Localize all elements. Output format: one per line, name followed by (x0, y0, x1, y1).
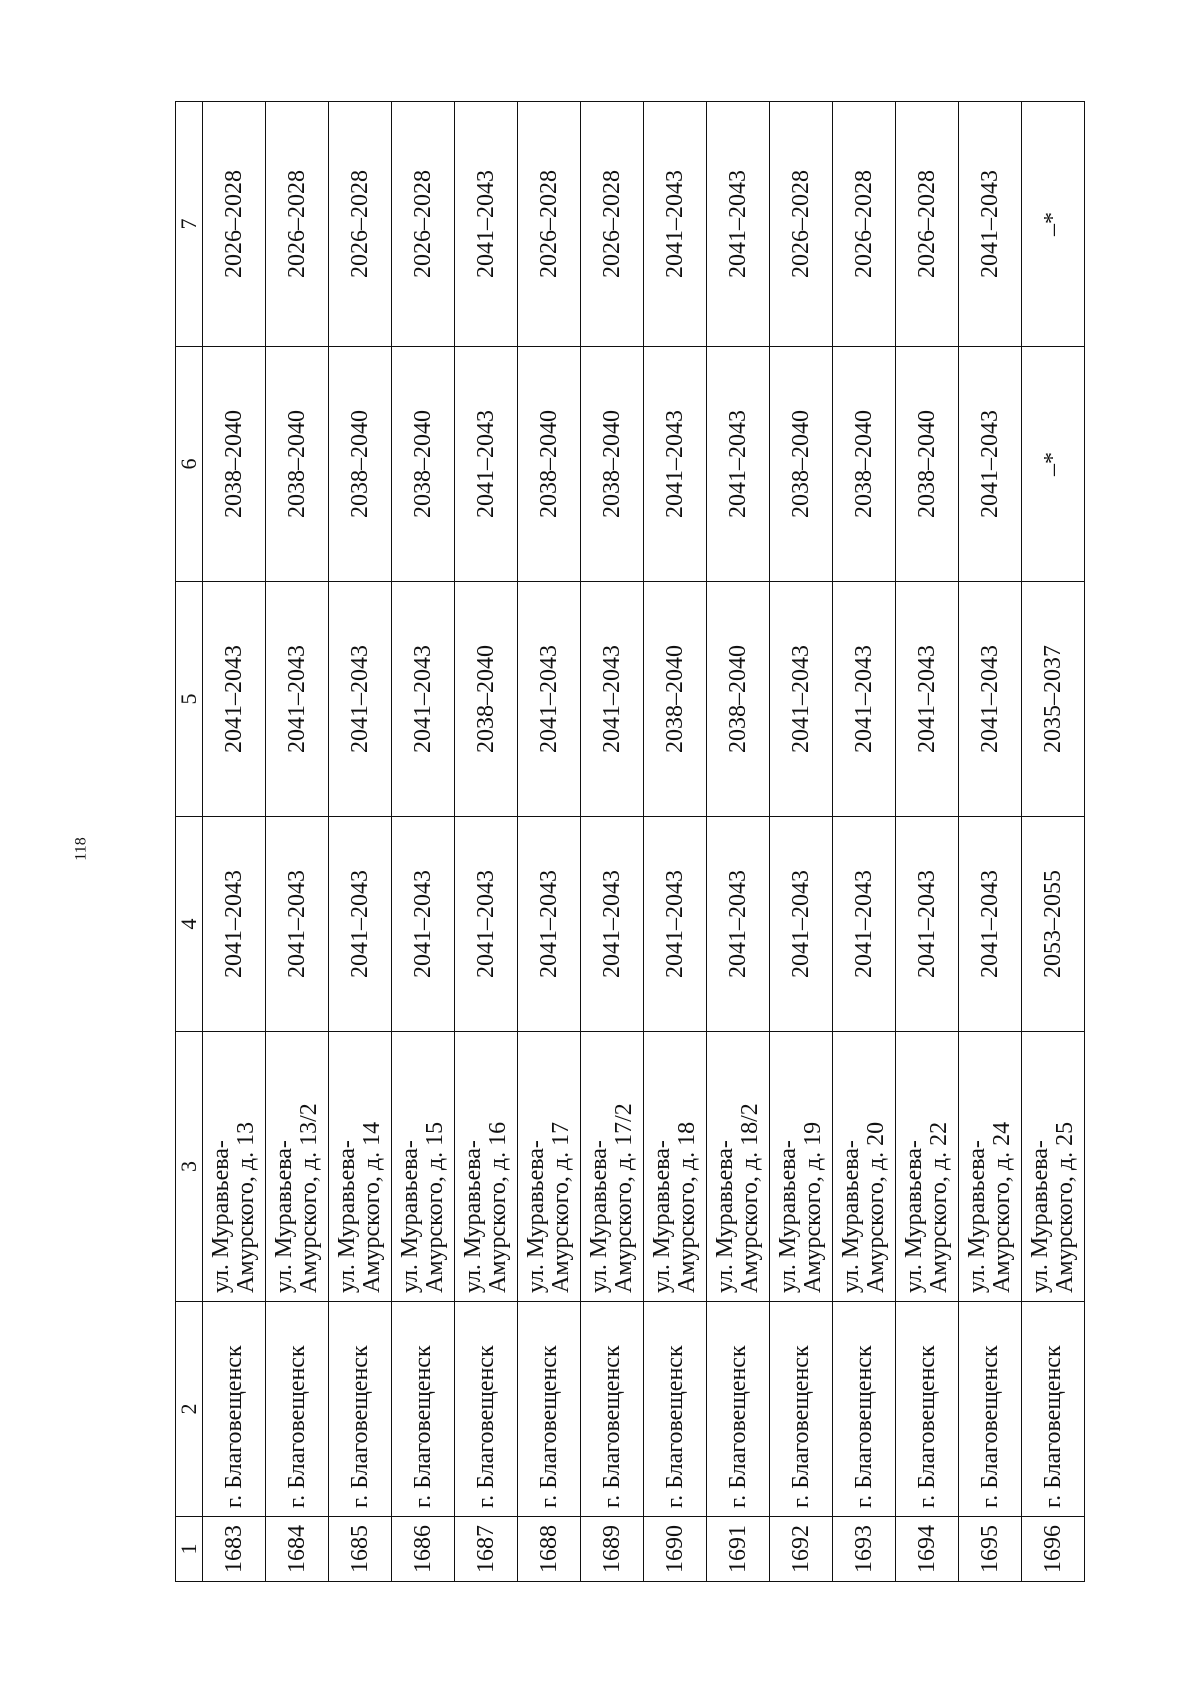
period-cell-col7: 2026–2028 (329, 102, 392, 347)
row-number-cell: 1691 (707, 1517, 770, 1582)
period-cell-col4: 2041–2043 (266, 817, 329, 1032)
schedule-table (175, 101, 1085, 1582)
table-row (392, 102, 455, 1582)
row-number-cell: 1695 (959, 1517, 1022, 1582)
period-cell-col6: 2041–2043 (707, 347, 770, 582)
address-cell (266, 1032, 329, 1302)
period-cell-col4: 2041–2043 (644, 817, 707, 1032)
period-cell-col6: –* (1022, 347, 1085, 582)
address-line-street: ул. Муравьева- (963, 1140, 990, 1293)
row-number-cell: 1688 (518, 1517, 581, 1582)
period-cell-col4: 2041–2043 (392, 817, 455, 1032)
address-cell (329, 1032, 392, 1302)
address-cell (392, 1032, 455, 1302)
address-cell (581, 1032, 644, 1302)
period-cell-col7: 2026–2028 (581, 102, 644, 347)
page-number: 118 (72, 837, 90, 861)
row-number-cell: 1689 (581, 1517, 644, 1582)
address-line-street: ул. Муравьева- (837, 1140, 864, 1293)
address-line-house: Амурского, д. 17 (548, 1121, 574, 1293)
address-line-house: Амурского, д. 13/2 (296, 1103, 322, 1293)
period-cell-col6: 2041–2043 (644, 347, 707, 582)
row-number-cell: 1690 (644, 1517, 707, 1582)
header-cell: 1 (176, 1517, 203, 1582)
period-cell-col7: 2026–2028 (770, 102, 833, 347)
header-cell: 6 (176, 347, 203, 582)
address-line-street: ул. Муравьева- (522, 1140, 549, 1293)
table-row (770, 102, 833, 1582)
period-cell-col4: 2041–2043 (896, 817, 959, 1032)
table-frame (175, 102, 1085, 1582)
header-cell: 5 (176, 582, 203, 817)
table-row (707, 102, 770, 1582)
period-cell-col7: 2041–2043 (455, 102, 518, 347)
period-cell-col6: 2038–2040 (770, 347, 833, 582)
period-cell-col5: 2041–2043 (896, 582, 959, 817)
city-cell: г. Благовещенск (707, 1302, 770, 1517)
period-cell-col7: 2026–2028 (392, 102, 455, 347)
row-number-cell: 1684 (266, 1517, 329, 1582)
row-number-cell: 1694 (896, 1517, 959, 1582)
address-cell (707, 1032, 770, 1302)
period-cell-col5: 2041–2043 (266, 582, 329, 817)
address-line-street: ул. Муравьева- (333, 1140, 360, 1293)
period-cell-col4: 2041–2043 (833, 817, 896, 1032)
period-cell-col7: 2041–2043 (959, 102, 1022, 347)
row-number-cell: 1693 (833, 1517, 896, 1582)
city-cell: г. Благовещенск (770, 1302, 833, 1517)
period-cell-col5: 2038–2040 (455, 582, 518, 817)
period-cell-col5: 2041–2043 (581, 582, 644, 817)
period-cell-col4: 2041–2043 (455, 817, 518, 1032)
period-cell-col5: 2035–2037 (1022, 582, 1085, 817)
city-cell: г. Благовещенск (833, 1302, 896, 1517)
address-line-house: Амурского, д. 20 (863, 1121, 889, 1293)
header-cell: 4 (176, 817, 203, 1032)
table-row (329, 102, 392, 1582)
table-row (518, 102, 581, 1582)
period-cell-col4: 2041–2043 (203, 817, 266, 1032)
address-line-street: ул. Муравьева- (270, 1140, 297, 1293)
row-number-cell: 1686 (392, 1517, 455, 1582)
address-line-house: Амурского, д. 24 (989, 1121, 1015, 1293)
period-cell-col7: 2041–2043 (707, 102, 770, 347)
address-line-house: Амурского, д. 18/2 (737, 1103, 763, 1293)
row-number-cell: 1696 (1022, 1517, 1085, 1582)
period-cell-col7: –* (1022, 102, 1085, 347)
header-cell: 3 (176, 1032, 203, 1302)
city-cell: г. Благовещенск (329, 1302, 392, 1517)
header-row (176, 102, 203, 1582)
address-cell (455, 1032, 518, 1302)
table-row (896, 102, 959, 1582)
address-line-street: ул. Муравьева- (900, 1140, 927, 1293)
city-cell: г. Благовещенск (266, 1302, 329, 1517)
period-cell-col4: 2041–2043 (329, 817, 392, 1032)
address-line-house: Амурского, д. 13 (233, 1121, 259, 1293)
address-cell (770, 1032, 833, 1302)
table-row (455, 102, 518, 1582)
row-number-cell: 1687 (455, 1517, 518, 1582)
city-cell: г. Благовещенск (455, 1302, 518, 1517)
period-cell-col6: 2038–2040 (329, 347, 392, 582)
period-cell-col4: 2053–2055 (1022, 817, 1085, 1032)
address-line-house: Амурского, д. 16 (485, 1121, 511, 1293)
period-cell-col6: 2038–2040 (266, 347, 329, 582)
city-cell: г. Благовещенск (518, 1302, 581, 1517)
address-line-house: Амурского, д. 15 (422, 1121, 448, 1293)
period-cell-col6: 2041–2043 (959, 347, 1022, 582)
period-cell-col6: 2038–2040 (392, 347, 455, 582)
table-row (833, 102, 896, 1582)
address-cell (959, 1032, 1022, 1302)
period-cell-col6: 2038–2040 (896, 347, 959, 582)
period-cell-col7: 2026–2028 (203, 102, 266, 347)
address-line-street: ул. Муравьева- (396, 1140, 423, 1293)
address-line-house: Амурского, д. 18 (674, 1121, 700, 1293)
period-cell-col5: 2041–2043 (833, 582, 896, 817)
period-cell-col5: 2041–2043 (518, 582, 581, 817)
city-cell: г. Благовещенск (203, 1302, 266, 1517)
period-cell-col6: 2038–2040 (833, 347, 896, 582)
period-cell-col4: 2041–2043 (518, 817, 581, 1032)
period-cell-col4: 2041–2043 (707, 817, 770, 1032)
address-line-house: Амурского, д. 17/2 (611, 1103, 637, 1293)
period-cell-col5: 2038–2040 (707, 582, 770, 817)
address-line-house: Амурского, д. 22 (926, 1121, 952, 1293)
table-row (1022, 102, 1085, 1582)
address-cell (896, 1032, 959, 1302)
period-cell-col6: 2038–2040 (203, 347, 266, 582)
address-cell (518, 1032, 581, 1302)
address-line-street: ул. Муравьева- (774, 1140, 801, 1293)
table-row (203, 102, 266, 1582)
table-row (581, 102, 644, 1582)
period-cell-col7: 2026–2028 (518, 102, 581, 347)
city-cell: г. Благовещенск (896, 1302, 959, 1517)
period-cell-col6: 2041–2043 (455, 347, 518, 582)
period-cell-col7: 2026–2028 (266, 102, 329, 347)
header-cell: 2 (176, 1302, 203, 1517)
header-cell: 7 (176, 102, 203, 347)
row-number-cell: 1685 (329, 1517, 392, 1582)
city-cell: г. Благовещенск (959, 1302, 1022, 1517)
period-cell-col7: 2026–2028 (896, 102, 959, 347)
address-cell (203, 1032, 266, 1302)
table-row (644, 102, 707, 1582)
table-row (959, 102, 1022, 1582)
period-cell-col5: 2041–2043 (392, 582, 455, 817)
period-cell-col4: 2041–2043 (770, 817, 833, 1032)
city-cell: г. Благовещенск (644, 1302, 707, 1517)
city-cell: г. Благовещенск (581, 1302, 644, 1517)
period-cell-col5: 2041–2043 (959, 582, 1022, 817)
period-cell-col4: 2041–2043 (581, 817, 644, 1032)
address-line-street: ул. Муравьева- (207, 1140, 234, 1293)
period-cell-col4: 2041–2043 (959, 817, 1022, 1032)
period-cell-col7: 2026–2028 (833, 102, 896, 347)
address-line-street: ул. Муравьева- (711, 1140, 738, 1293)
address-line-street: ул. Муравьева- (585, 1140, 612, 1293)
address-cell (644, 1032, 707, 1302)
period-cell-col6: 2038–2040 (518, 347, 581, 582)
address-cell (1022, 1032, 1085, 1302)
period-cell-col5: 2041–2043 (329, 582, 392, 817)
period-cell-col7: 2041–2043 (644, 102, 707, 347)
row-number-cell: 1683 (203, 1517, 266, 1582)
city-cell: г. Благовещенск (1022, 1302, 1085, 1517)
city-cell: г. Благовещенск (392, 1302, 455, 1517)
address-line-house: Амурского, д. 19 (800, 1121, 826, 1293)
period-cell-col5: 2041–2043 (203, 582, 266, 817)
address-line-street: ул. Муравьева- (459, 1140, 486, 1293)
table-row (266, 102, 329, 1582)
address-cell (833, 1032, 896, 1302)
period-cell-col5: 2041–2043 (770, 582, 833, 817)
period-cell-col5: 2038–2040 (644, 582, 707, 817)
address-line-house: Амурского, д. 14 (359, 1121, 385, 1293)
period-cell-col6: 2038–2040 (581, 347, 644, 582)
address-line-house: Амурского, д. 25 (1052, 1121, 1078, 1293)
address-line-street: ул. Муравьева- (648, 1140, 675, 1293)
address-line-street: ул. Муравьева- (1026, 1140, 1053, 1293)
row-number-cell: 1692 (770, 1517, 833, 1582)
